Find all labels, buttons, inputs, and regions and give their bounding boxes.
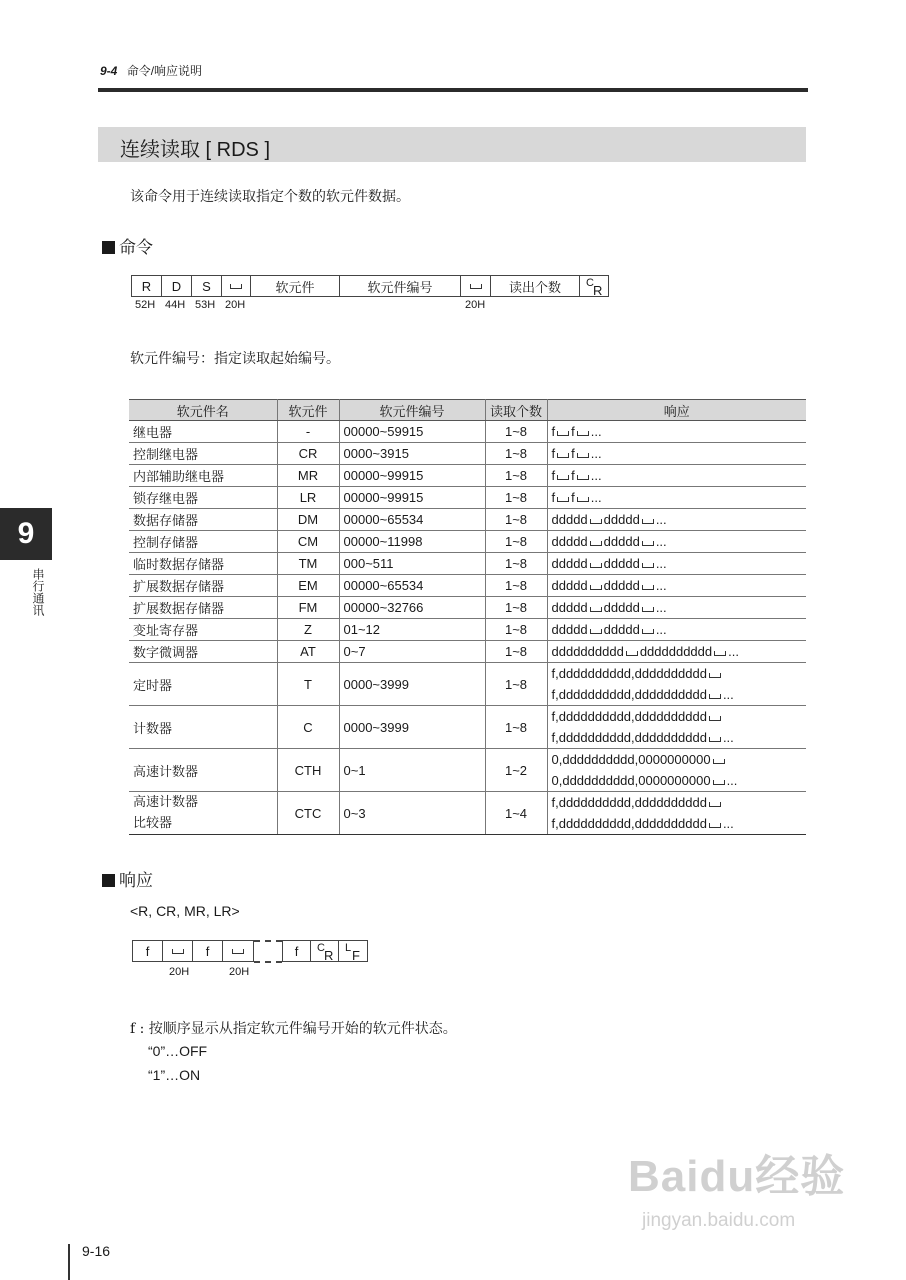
space-icon — [642, 629, 654, 634]
cell-device: CR — [277, 443, 339, 465]
table-row — [129, 531, 806, 553]
table-row — [129, 663, 806, 706]
cell-device: FM — [277, 597, 339, 619]
cell-device-name: 扩展数据存储器 — [129, 597, 277, 619]
frame-cell-f: f — [193, 941, 223, 961]
intro-text: 该命令用于连续读取指定个数的软元件数据。 — [130, 189, 410, 205]
space-icon — [557, 475, 569, 480]
cell-device: CTC — [277, 792, 339, 835]
cell-read-count: 1~4 — [485, 792, 547, 835]
cell-device-name: 高速计数器 — [129, 749, 277, 792]
space-icon — [590, 607, 602, 612]
space-icon — [577, 431, 589, 436]
cell-read-count: 1~8 — [485, 443, 547, 465]
cell-device-name: 临时数据存储器 — [129, 553, 277, 575]
space-icon — [709, 694, 721, 699]
cell-read-count: 1~8 — [485, 575, 547, 597]
table-header-row — [129, 400, 806, 421]
space-icon — [461, 276, 491, 296]
space-icon — [577, 475, 589, 480]
cell-device-number: 00000~99915 — [339, 465, 485, 487]
table-row — [129, 641, 806, 663]
space-icon — [709, 673, 721, 678]
frame-cell-device-number: 软元件编号 — [340, 276, 461, 296]
frame-cell-s: S — [192, 276, 222, 296]
space-icon — [713, 759, 725, 764]
frame-cell-d: D — [162, 276, 192, 296]
cell-device: DM — [277, 509, 339, 531]
cell-device: AT — [277, 641, 339, 663]
table-row — [129, 749, 806, 792]
cell-device-name: 继电器 — [129, 421, 277, 443]
frame-cell-cr: C R — [586, 277, 603, 298]
cell-device-number: 00000~65534 — [339, 509, 485, 531]
cell-read-count: 1~8 — [485, 421, 547, 443]
space-icon — [557, 497, 569, 502]
cell-response: ddddd ddddd ... — [547, 531, 806, 553]
cell-response: f,dddddddddd,dddddddddd f,dddddddddd,dddddddddd ... — [547, 663, 806, 706]
space-icon — [642, 607, 654, 612]
running-header — [100, 62, 202, 79]
cell-response: ddddd ddddd ... — [547, 553, 806, 575]
table-row — [129, 575, 806, 597]
cell-response: ddddd ddddd ... — [547, 619, 806, 641]
page-title: 连续读取 [ RDS ] — [120, 139, 271, 161]
space-icon — [626, 651, 638, 656]
table-row — [129, 465, 806, 487]
cell-read-count: 1~8 — [485, 531, 547, 553]
cell-device-name: 数据存储器 — [129, 509, 277, 531]
table-row — [129, 792, 806, 835]
space-icon — [577, 453, 589, 458]
space-icon — [590, 563, 602, 568]
device-table — [129, 399, 806, 835]
col-header-response: 响应 — [547, 400, 806, 421]
frame-cell-lf: L F — [345, 942, 360, 963]
space-icon — [222, 276, 251, 296]
space-icon — [714, 651, 726, 656]
cell-response: f f ... — [547, 487, 806, 509]
col-header-device: 软元件 — [277, 400, 339, 421]
chapter-tab: 9 — [0, 508, 52, 560]
cell-device: LR — [277, 487, 339, 509]
cell-device: T — [277, 663, 339, 706]
cell-response: f f ... — [547, 443, 806, 465]
footer-rule — [68, 1244, 70, 1280]
hex-label: 52H — [135, 299, 156, 311]
cell-device-number: 00000~32766 — [339, 597, 485, 619]
cell-read-count: 1~8 — [485, 641, 547, 663]
watermark-url: jingyan.baidu.com — [642, 1210, 796, 1231]
table-row — [129, 509, 806, 531]
value-off: “0”…OFF — [148, 1043, 208, 1059]
cell-response: f,dddddddddd,dddddddddd f,dddddddddd,dddddddddd ... — [547, 792, 806, 835]
square-bullet-icon — [102, 874, 115, 887]
value-on: “1”…ON — [148, 1067, 201, 1083]
frame-cell-f: f — [133, 941, 163, 961]
response-frame — [132, 940, 368, 977]
cell-response: ddddd ddddd ... — [547, 597, 806, 619]
space-icon — [163, 941, 193, 961]
hex-label: 20H — [225, 299, 246, 311]
cell-device-number: 0000~3999 — [339, 663, 485, 706]
space-icon — [557, 453, 569, 458]
space-icon — [642, 541, 654, 546]
cell-device: TM — [277, 553, 339, 575]
col-header-device-name: 软元件名 — [129, 400, 277, 421]
space-icon — [590, 541, 602, 546]
cell-read-count: 1~8 — [485, 663, 547, 706]
space-icon — [642, 563, 654, 568]
cell-device-number: 0~7 — [339, 641, 485, 663]
space-icon — [709, 716, 721, 721]
table-row — [129, 553, 806, 575]
cell-device-number: 01~12 — [339, 619, 485, 641]
frame-cell-f: f — [283, 941, 311, 961]
cell-device: EM — [277, 575, 339, 597]
space-icon — [223, 941, 253, 961]
cell-response: 0,dddddddddd,0000000000 0,dddddddddd,0000000000 ... — [547, 749, 806, 792]
cell-device-number: 00000~59915 — [339, 421, 485, 443]
frame-cell-cr: C R — [311, 941, 339, 961]
cell-read-count: 1~8 — [485, 597, 547, 619]
space-icon — [709, 802, 721, 807]
col-header-read-count: 读取个数 — [485, 400, 547, 421]
table-row — [129, 619, 806, 641]
cell-device-number: 0~3 — [339, 792, 485, 835]
response-heading: 响应 — [102, 866, 153, 891]
hex-row — [131, 297, 609, 311]
cell-device: C — [277, 706, 339, 749]
cell-device-name: 扩展数据存储器 — [129, 575, 277, 597]
frame-cell-r: R — [132, 276, 162, 296]
cell-device-name: 锁存继电器 — [129, 487, 277, 509]
cell-read-count: 1~8 — [485, 487, 547, 509]
cell-device-name: 高速计数器 比较器 — [129, 792, 277, 835]
f-description: f : 按顺序显示从指定软元件编号开始的软元件状态。 — [130, 1021, 457, 1037]
frame-cell-read-count: 读出个数 — [491, 276, 580, 296]
hex-row — [132, 963, 368, 977]
cell-read-count: 1~8 — [485, 553, 547, 575]
cell-device-number: 0000~3915 — [339, 443, 485, 465]
cell-device-name: 计数器 — [129, 706, 277, 749]
command-frame — [131, 275, 609, 311]
hex-label: 53H — [195, 299, 216, 311]
cell-device: Z — [277, 619, 339, 641]
cell-device-number: 00000~65534 — [339, 575, 485, 597]
table-row — [129, 443, 806, 465]
cell-device: CM — [277, 531, 339, 553]
cell-read-count: 1~8 — [485, 465, 547, 487]
section-title: 命令/响应说明 — [126, 64, 203, 78]
cell-device: MR — [277, 465, 339, 487]
col-header-device-number: 软元件编号 — [339, 400, 485, 421]
cell-response: ddddd ddddd ... — [547, 509, 806, 531]
response-subtitle: <R, CR, MR, LR> — [130, 903, 240, 919]
space-icon — [590, 585, 602, 590]
cell-device-name: 定时器 — [129, 663, 277, 706]
space-icon — [713, 780, 725, 785]
cell-read-count: 1~8 — [485, 509, 547, 531]
cell-device-name: 数字微调器 — [129, 641, 277, 663]
cell-device-number: 000~511 — [339, 553, 485, 575]
header-rule — [98, 88, 808, 92]
hex-label: 20H — [169, 966, 190, 978]
hex-label: 20H — [229, 966, 250, 978]
device-number-note: 软元件编号：指定读取起始编号。 — [130, 351, 340, 367]
cell-read-count: 1~8 — [485, 706, 547, 749]
space-icon — [709, 737, 721, 742]
cell-device-number: 00000~11998 — [339, 531, 485, 553]
space-icon — [642, 585, 654, 590]
cell-device-name: 变址寄存器 — [129, 619, 277, 641]
hex-label: 44H — [165, 299, 186, 311]
cell-device-number: 00000~99915 — [339, 487, 485, 509]
cell-read-count: 1~8 — [485, 619, 547, 641]
cell-device-name: 控制存储器 — [129, 531, 277, 553]
page-number: 9-16 — [82, 1243, 111, 1259]
space-icon — [590, 519, 602, 524]
continuation-dashes — [254, 940, 282, 963]
chapter-label: 串行通讯 — [31, 568, 45, 616]
cell-response: ddddd ddddd ... — [547, 575, 806, 597]
cell-device-number: 0~1 — [339, 749, 485, 792]
watermark — [628, 1140, 845, 1232]
square-bullet-icon — [102, 241, 115, 254]
table-row — [129, 487, 806, 509]
space-icon — [557, 431, 569, 436]
watermark-brand: Baidu经验 — [628, 1152, 846, 1201]
space-icon — [590, 629, 602, 634]
frame-cell-device: 软元件 — [251, 276, 340, 296]
cell-device: - — [277, 421, 339, 443]
cell-device: CTH — [277, 749, 339, 792]
command-heading: 命令 — [102, 233, 153, 258]
table-row — [129, 706, 806, 749]
cell-device-name: 内部辅助继电器 — [129, 465, 277, 487]
section-number: 9-4 — [100, 64, 118, 78]
space-icon — [642, 519, 654, 524]
table-row — [129, 421, 806, 443]
cell-response: dddddddddd dddddddddd ... — [547, 641, 806, 663]
space-icon — [577, 497, 589, 502]
cell-response: f f ... — [547, 421, 806, 443]
cell-response: f f ... — [547, 465, 806, 487]
cell-device-number: 0000~3999 — [339, 706, 485, 749]
cell-device-name: 控制继电器 — [129, 443, 277, 465]
space-icon — [709, 823, 721, 828]
hex-label: 20H — [465, 299, 486, 311]
cell-response: f,dddddddddd,dddddddddd f,dddddddddd,dddddddddd ... — [547, 706, 806, 749]
cell-read-count: 1~2 — [485, 749, 547, 792]
table-row — [129, 597, 806, 619]
